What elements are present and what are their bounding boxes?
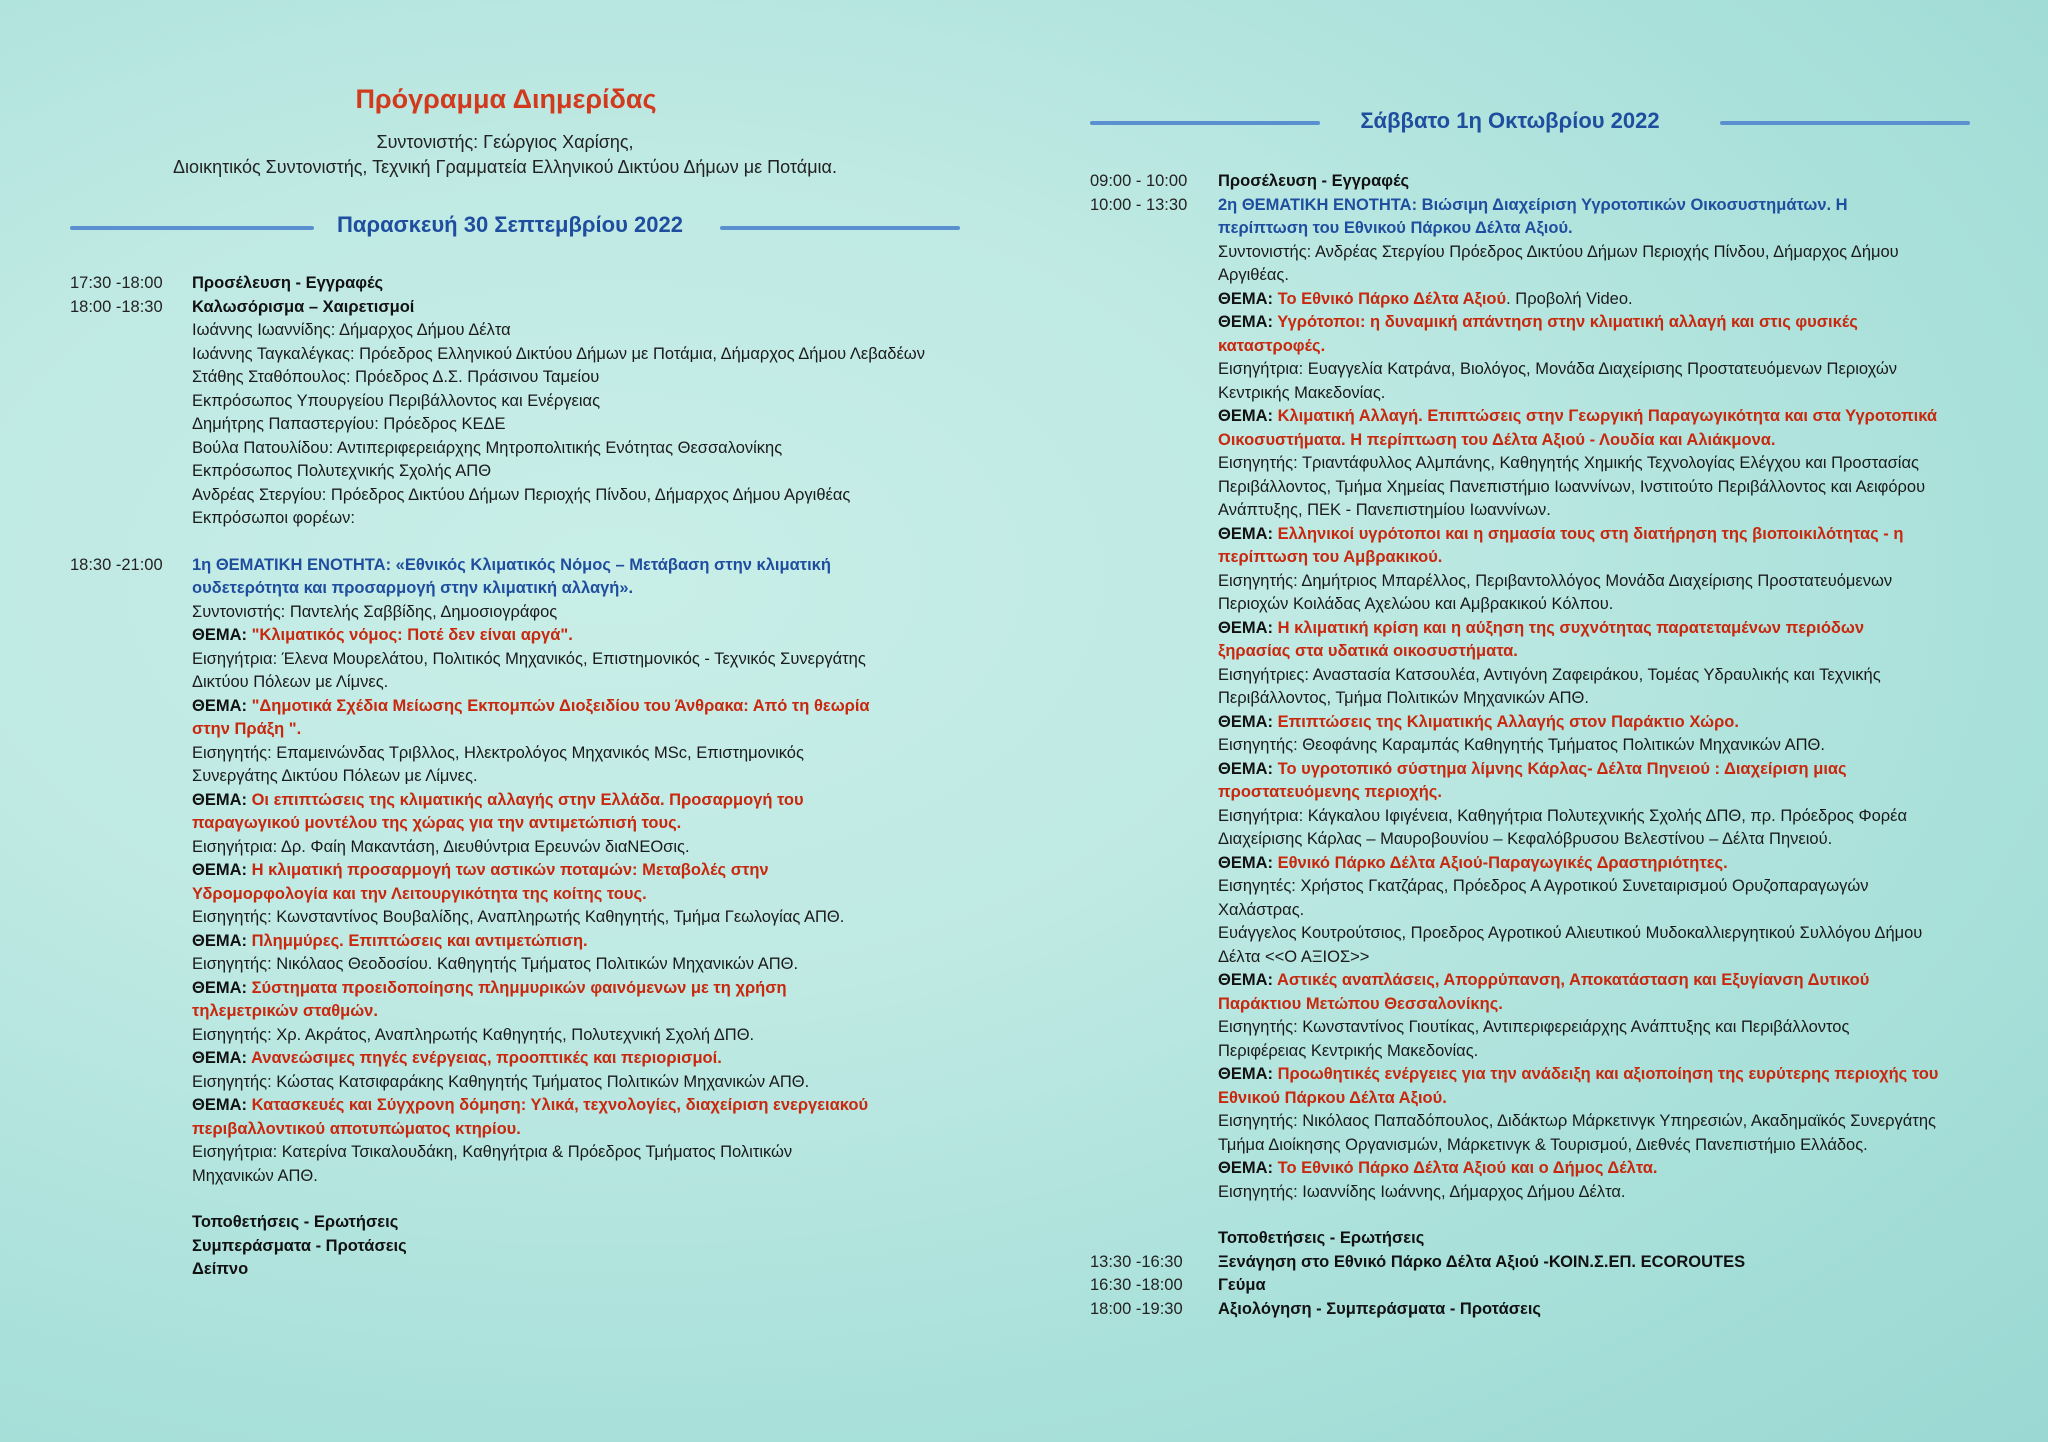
- session-content: [192, 554, 872, 1282]
- topic-text: Εθνικό Πάρκο Δέλτα Αξιού-Παραγωγικές Δραστηριότητες.: [1277, 853, 1728, 872]
- divider-right-b: [1720, 121, 1970, 125]
- topic-title: [192, 930, 872, 954]
- topic-suffix: . Προβολή Video.: [1506, 289, 1633, 308]
- topic-title: [192, 977, 872, 1024]
- session-time: 17:30 -18:00: [70, 274, 163, 292]
- topic-speaker: Εισηγητής: Δημήτριος Μπαρέλλος, Περιβαντολλόγος Μονάδα Διαχείρισης Προστατευόμενων Περιοχών Κοιλάδας Αχελώου και Αμβρακικού Κόλπου.: [1218, 571, 1893, 613]
- topic-title: [192, 695, 872, 742]
- session-title: Καλωσόρισμα – Χαιρετισμοί: [192, 297, 415, 316]
- session-content: [192, 296, 970, 531]
- session-row: [70, 272, 970, 296]
- session-title: Γεύμα: [1218, 1276, 1266, 1294]
- topic-label: ΘΕΜΑ:: [1218, 971, 1277, 989]
- topic-text: Πλημμύρες. Επιπτώσεις και αντιμετώπιση.: [251, 931, 588, 950]
- topic-speaker: Εισηγητής: Τριαντάφυλλος Αλμπάνης, Καθηγητής Χημικής Τεχνολογίας Ελέγχου και Προστασίας Περιβάλλοντος, Τμήμα Χημείας Πανεπιστήμιο Ιωαννίνων, Ινστιτούτο Περιβάλλοντος και Αειφόρου Ανάπτυξης, ΠΕΚ - Πανεπιστημίου Ιωαννίνων.: [1218, 454, 1926, 519]
- topic-text: Σύστηματα προειδοποίησης πλημμυρικών φαινόμενων με τη χρήση τηλεμετρικών σταθμών.: [192, 978, 787, 1020]
- topic-title: [1218, 711, 1940, 735]
- session-row: [70, 296, 970, 531]
- topic-text: Οι επιπτώσεις της κλιματικής αλλαγής στην Ελλάδα. Προσαρμογή του παραγωγικού μοντέλου της χώρας για την αντιμετώπισή τους.: [192, 790, 804, 832]
- topic-speaker: Εισηγητής: Χρ. Ακράτος, Αναπληρωτής Καθηγητής, Πολυτεχνική Σχολή ΔΠΘ.: [192, 1025, 755, 1044]
- topic-title: [192, 1047, 872, 1071]
- topic-text: Επιπτώσεις της Κλιματικής Αλλαγής στον Παράκτιο Χώρο.: [1277, 712, 1739, 731]
- topic-speaker: Ευάγγελος Κουτρούτσιος, Προεδρος Αγροτικού Αλιευτικού Μυδοκαλλιεργητικού Συλλόγου Δήμου Δέλτα <<Ο ΑΞΙΟΣ>>: [1218, 924, 1923, 966]
- day1-heading: Παρασκευή 30 Σεπτεμβρίου 2022: [337, 212, 683, 237]
- topic-speaker: Εισηγητής: Κωνσταντίνος Βουβαλίδης, Αναπληρωτής Καθηγητής, Τμήμα Γεωλογίας ΑΠΘ.: [192, 908, 845, 926]
- topic-title: [1218, 969, 1940, 1016]
- topic-title: [1218, 617, 1940, 664]
- topic-text: "Δημοτικά Σχέδια Μείωσης Εκπομπών Διοξειδίου του Άνθρακα: Από τη θεωρία στην Πράξη ".: [192, 696, 870, 738]
- topic-speaker: Εισηγήτρια: Δρ. Φαίη Μακαντάση, Διευθύντρια Ερευνών διαΝΕΟσις.: [192, 837, 690, 856]
- greeting-item: Ανδρέας Στεργίου: Πρόεδρος Δικτύου Δήμων Περιοχής Πίνδου, Δήμαρχος Δήμου Αργιθέας: [192, 485, 851, 504]
- greeting-item: Εκπρόσωποι φορέων:: [192, 509, 355, 527]
- topic-title: [1218, 852, 1940, 876]
- session-title: Αξιολόγηση - Συμπεράσματα - Προτάσεις: [1218, 1299, 1541, 1318]
- greeting-item: Εκπρόσωπος Πολυτεχνικής Σχολής ΑΠΘ: [192, 462, 492, 480]
- closing-item: Δείπνο: [192, 1260, 249, 1278]
- topic-title: [1218, 288, 1940, 312]
- topic-label: ΘΕΜΑ:: [1218, 759, 1278, 778]
- topic-text: Ελληνικοί υγρότοποι και η σημασία τους στη διατήρηση της βιοποικιλότητας - η περίπτωση του Αμβρακικού.: [1218, 524, 1904, 566]
- topic-title: [192, 859, 872, 906]
- session-time: 18:00 -18:30: [70, 297, 163, 316]
- topic-speaker: Εισηγητές: Χρήστος Γκατζάρας, Πρόεδρος Α Αγροτικού Συνεταιρισμού Ορυζοπαραγωγών Χαλάστρας.: [1218, 877, 1869, 919]
- closing-item: Τοποθετήσεις - Ερωτήσεις: [192, 1213, 399, 1231]
- greeting-item: Στάθης Σταθόπουλος: Πρόεδρος Δ.Σ. Πράσινου Ταμείου: [192, 368, 600, 386]
- day2-heading: Σάββατο 1η Οκτωβρίου 2022: [1360, 108, 1660, 133]
- topic-speaker: Εισηγήτρια: Κατερίνα Τσικαλουδάκη, Καθηγήτρια & Πρόεδρος Τμήματος Πολιτικών Μηχανικών ΑΠΘ.: [192, 1143, 793, 1185]
- program-title: Πρόγραμμα Διημερίδας: [355, 84, 657, 114]
- topic-label: ΘΕΜΑ:: [192, 696, 252, 715]
- session-time: 13:30 -16:30: [1090, 1252, 1183, 1271]
- greeting-item: Εκπρόσωπος Υπουργείου Περιβάλλοντος και Ενέργειας: [192, 391, 601, 410]
- topic-speaker: Εισηγητής: Νικόλαος Θεοδοσίου. Καθηγητής Τμήματος Πολιτικών Μηχανικών ΑΠΘ.: [192, 955, 799, 973]
- topic-title: [1218, 311, 1940, 358]
- session-title: Προσέλευση - Εγγραφές: [192, 274, 384, 292]
- topic-label: ΘΕΜΑ:: [192, 1049, 251, 1067]
- day2-schedule: [1090, 170, 2020, 1321]
- greeting-item: Ιωάννης Ιωαννίδης: Δήμαρχος Δήμου Δέλτα: [192, 321, 511, 339]
- topic-text: Η κλιματική κρίση και η αύξηση της συχνότητας παρατεταμένων περιόδων ξηρασίας στα υδατικά οικοσυστήματα.: [1218, 618, 1865, 660]
- topic-text: Ανανεώσιμες πηγές ενέργειας, προοπτικές και περιορισμοί.: [250, 1049, 722, 1067]
- session-row: [70, 554, 970, 1282]
- topic-speaker: Εισηγητής: Νικόλαος Παπαδόπουλος, Διδάκτωρ Μάρκετινγκ Υπηρεσιών, Ακαδημαϊκός Συνεργάτης Τμήμα Διοίκησης Οργανισμών, Μάρκετινγκ & Τουρισμού, Διεθνές Πανεπιστήμιο Ελλάδος.: [1218, 1112, 1936, 1154]
- topic-speaker: Εισηγητής: Κωνσταντίνος Γιουτίκας, Αντιπεριφερειάρχης Ανάπτυξης και Περιβάλλοντος Περιφέρειας Κεντρικής Μακεδονίας.: [1218, 1018, 1850, 1060]
- day1-schedule: [70, 272, 970, 1282]
- topic-speaker: Εισηγήτριες: Αναστασία Κατσουλέα, Αντιγόνη Ζαφειράκου, Τομέας Υδραυλικής και Τεχνικής Περιβάλλοντος, Τμήμα Πολιτικών Μηχανικών ΑΠΘ.: [1218, 665, 1881, 707]
- greeting-item: Δημήτρης Παπαστεργίου: Πρόεδρος ΚΕΔΕ: [192, 415, 506, 433]
- greeting-item: Βούλα Πατουλίδου: Αντιπεριφερειάρχης Μητροπολιτικής Ενότητας Θεσσαλονίκης: [192, 438, 783, 457]
- session-time: 18:00 -19:30: [1090, 1299, 1183, 1318]
- topic-label: ΘΕΜΑ:: [192, 626, 252, 644]
- topic-label: ΘΕΜΑ:: [192, 1096, 252, 1114]
- session-time: 16:30 -18:00: [1090, 1276, 1183, 1294]
- divider-left-a: [70, 226, 314, 230]
- session-title: Ξενάγηση στο Εθνικό Πάρκο Δέλτα Αξιού -ΚΟΙΝ.Σ.ΕΠ. ECOROUTES: [1218, 1252, 1746, 1271]
- topic-speaker: Εισηγήτρια: Ευαγγελία Κατράνα, Βιολόγος, Μονάδα Διαχείρισης Προστατευόμενων Περιοχών Κεντρικής Μακεδονίας.: [1218, 360, 1897, 402]
- topic-text: Το Εθνικό Πάρκο Δέλτα Αξιού και ο Δήμος Δέλτα.: [1277, 1159, 1658, 1177]
- topic-label: ΘΕΜΑ:: [1218, 289, 1278, 308]
- topic-text: Κλιματική Αλλαγή. Επιπτώσεις στην Γεωργική Παραγωγικότητα και στα Υγροτοπικά Οικοσυστήματα. Η περίπτωση του Δέλτα Αξιού - Λουδία και Αλιάκμονα.: [1218, 407, 1938, 449]
- session-row: [1090, 170, 2020, 194]
- session-time: 10:00 - 13:30: [1090, 195, 1188, 214]
- topic-label: ΘΕΜΑ:: [192, 978, 252, 997]
- topic-title: [192, 624, 872, 648]
- divider-left-b: [720, 226, 960, 230]
- topic-label: ΘΕΜΑ:: [1218, 407, 1278, 425]
- topic-text: Υγρότοποι: η δυναμική απάντηση στην κλιματική αλλαγή και στις φυσικές καταστροφές.: [1218, 313, 1858, 355]
- topic-text: Αστικές αναπλάσεις, Απορρύπανση, Αποκατάσταση και Εξυγίανση Δυτικού Παράκτιου Μετώπου Θεσσαλονίκης.: [1218, 971, 1870, 1013]
- topic-speaker: Εισηγητής: Επαμεινώνδας Τριβλλος, Ηλεκτρολόγος Μηχανικός MSc, Επιστημονικός Συνεργάτης Δικτύου Πόλεων με Λίμνες.: [192, 743, 804, 785]
- discussion: Τοποθετήσεις - Ερωτήσεις: [1218, 1229, 1425, 1247]
- topic-speaker: Εισηγητής: Κώστας Κατσιφαράκης Καθηγητής Τμήματος Πολιτικών Μηχανικών ΑΠΘ.: [192, 1072, 810, 1091]
- session-content: [1218, 194, 1940, 1251]
- coordinator-line-1: Συντονιστής: Γεώργιος Χαρίσης,: [376, 132, 634, 152]
- topic-title: [192, 789, 872, 836]
- closing-item: Συμπεράσματα - Προτάσεις: [192, 1236, 407, 1255]
- topic-label: ΘΕΜΑ:: [192, 861, 252, 879]
- moderator: Συντονιστής: Ανδρέας Στεργίου Πρόεδρος Δικτύου Δήμων Περιοχής Πίνδου, Δήμαρχος Δήμου Αργιθέας.: [1218, 242, 1899, 284]
- topic-title: [1218, 1157, 1940, 1181]
- topic-label: ΘΕΜΑ:: [1218, 618, 1278, 637]
- topic-speaker: Εισηγητής: Θεοφάνης Καραμπάς Καθηγητής Τμήματος Πολιτικών Μηχανικών ΑΠΘ.: [1218, 736, 1825, 754]
- topic-label: ΘΕΜΑ:: [1218, 1159, 1278, 1177]
- session-row: [1090, 1274, 2020, 1298]
- topic-title: [1218, 758, 1940, 805]
- topic-label: ΘΕΜΑ:: [1218, 712, 1278, 731]
- thematic-unit-title: 1η ΘΕΜΑΤΙΚΗ ΕΝΟΤΗΤΑ: «Εθνικός Κλιματικός Νόμος – Μετάβαση στην κλιματική ουδετερότητα και προσαρμογή στην κλιματική αλλαγή».: [192, 555, 831, 597]
- topic-text: Προωθητικές ενέργειες για την ανάδειξη και αξιοποίηση της ευρύτερης περιοχής του Εθνικού Πάρκου Δέλτα Αξιού.: [1218, 1065, 1939, 1107]
- topic-text: Το υγροτοπικό σύστημα λίμνης Κάρλας- Δέλτα Πηνειού : Διαχείριση μιας προστατευόμενης περιοχής.: [1218, 759, 1847, 801]
- moderator: Συντονιστής: Παντελής Σαββίδης, Δημοσιογράφος: [192, 602, 558, 621]
- topic-title: [1218, 405, 1940, 452]
- topic-title: [1218, 1063, 1940, 1110]
- topic-text: Κατασκευές και Σύγχρονη δόμηση: Υλικά, τεχνολογίες, διαχείριση ενεργειακού περιβαλλοντικού αποτυπώματος κτηρίου.: [192, 1096, 869, 1138]
- session-row: [1090, 194, 2020, 1251]
- coordinator-line-2: Διοικητικός Συντονιστής, Τεχνική Γραμματεία Ελληνικού Δικτύου Δήμων με Ποτάμια.: [173, 157, 837, 177]
- topic-label: ΘΕΜΑ:: [1218, 853, 1278, 872]
- divider-right-a: [1090, 121, 1320, 125]
- session-row: [1090, 1251, 2020, 1275]
- topic-text: "Κλιματικός νόμος: Ποτέ δεν είναι αργά".: [251, 626, 573, 644]
- thematic-unit-title: 2η ΘΕΜΑΤΙΚΗ ΕΝΟΤΗΤΑ: Βιώσιμη Διαχείριση Υγροτοπικών Οικοσυστημάτων. Η περίπτωση του Εθνικού Πάρκου Δέλτα Αξιού.: [1218, 195, 1848, 237]
- topic-speaker: Εισηγήτρια: Έλενα Μουρελάτου, Πολιτικός Μηχανικός, Επιστημονικός - Τεχνικός Συνεργάτης Δικτύου Πόλεων με Λίμνες.: [192, 649, 866, 691]
- session-time: 09:00 - 10:00: [1090, 172, 1188, 190]
- session-time: 18:30 -21:00: [70, 555, 163, 574]
- topic-text: Το Εθνικό Πάρκο Δέλτα Αξιού: [1277, 289, 1507, 308]
- topic-title: [1218, 523, 1940, 570]
- topic-speaker: Εισηγήτρια: Κάγκαλου Ιφιγένεια, Καθηγήτρια Πολυτεχνικής Σχολής ΔΠΘ, πρ. Πρόεδρος Φορέα Διαχείρισης Κάρλας – Μαυροβουνίου – Κεφαλόβρυσου Βελεστίνου – Δέλτα Πηνειού.: [1218, 806, 1908, 848]
- greeting-item: Ιωάννης Ταγκαλέγκας: Πρόεδρος Ελληνικού Δικτύου Δήμων με Ποτάμια, Δήμαρχος Δήμου Λεβαδέων: [192, 344, 925, 363]
- session-row: [1090, 1298, 2020, 1322]
- topic-label: ΘΕΜΑ:: [1218, 1065, 1278, 1083]
- coordinator-block: [100, 130, 910, 180]
- topic-label: ΘΕΜΑ:: [192, 931, 252, 950]
- session-title: Προσέλευση - Εγγραφές: [1218, 172, 1410, 190]
- topic-label: ΘΕΜΑ:: [1218, 313, 1278, 331]
- topic-speaker: Εισηγητής: Ιωαννίδης Ιωάννης, Δήμαρχος Δήμου Δέλτα.: [1218, 1182, 1626, 1201]
- topic-label: ΘΕΜΑ:: [192, 790, 252, 809]
- topic-title: [192, 1094, 872, 1141]
- topic-text: Η κλιματική προσαρμογή των αστικών ποταμών: Μεταβολές στην Υδρομορφολογία και την Λειτουργικότητα της κοίτης τους.: [192, 861, 769, 903]
- topic-label: ΘΕΜΑ:: [1218, 524, 1278, 543]
